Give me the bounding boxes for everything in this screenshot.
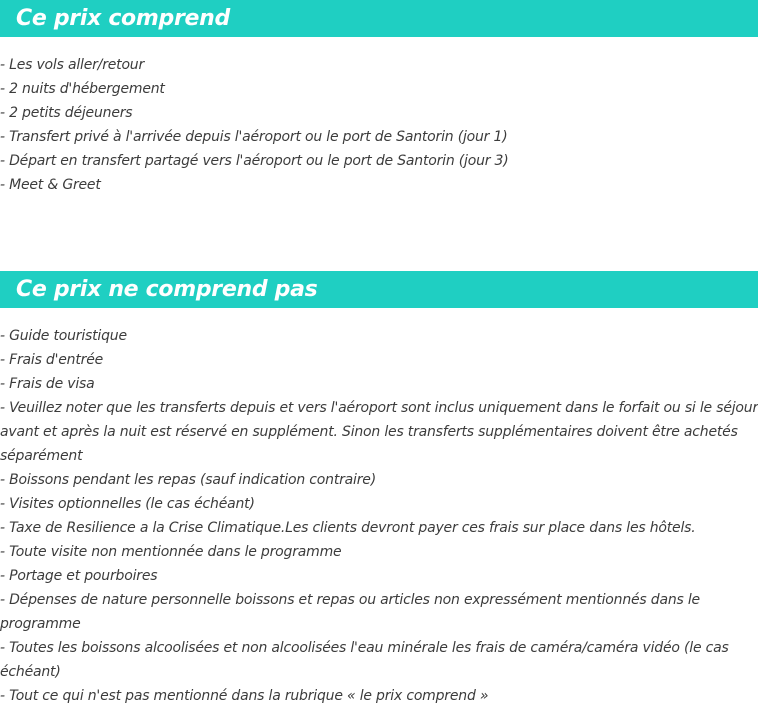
- list-item: - Les vols aller/retour: [0, 57, 145, 73]
- list-item: - 2 petits déjeuners: [0, 105, 133, 121]
- excluded-list: [0, 324, 758, 708]
- list-item: - Transfert privé à l'arrivée depuis l'aéroport ou le port de Santorin (jour 1): [0, 129, 508, 145]
- included-header: Ce prix comprend: [0, 0, 758, 37]
- list-item: - 2 nuits d'hébergement: [0, 81, 165, 97]
- included-section: [0, 0, 758, 197]
- list-item: - Toutes les boissons alcoolisées et non alcoolisées l'eau minérale les frais de caméra/caméra vidéo (le cas échéant): [0, 640, 729, 680]
- excluded-section: [0, 271, 758, 708]
- list-item: - Frais d'entrée: [0, 352, 104, 368]
- list-item: - Toute visite non mentionnée dans le programme: [0, 544, 342, 560]
- list-item: - Visites optionnelles (le cas échéant): [0, 496, 255, 512]
- list-item: - Portage et pourboires: [0, 568, 158, 584]
- list-item: - Tout ce qui n'est pas mentionné dans la rubrique « le prix comprend »: [0, 688, 489, 704]
- list-item: - Veuillez noter que les transferts depuis et vers l'aéroport sont inclus uniquement dans le forfait ou si le séjour avant et après la nuit est réservé en supplément. Sinon les transferts supplémentaires doivent être achetés séparément: [0, 400, 758, 464]
- list-item: - Guide touristique: [0, 328, 127, 344]
- list-item: - Boissons pendant les repas (sauf indication contraire): [0, 472, 376, 488]
- list-item: - Dépenses de nature personnelle boissons et repas ou articles non expressément mentionnés dans le programme: [0, 592, 700, 632]
- included-list: [0, 53, 758, 197]
- list-item: - Meet & Greet: [0, 177, 101, 193]
- excluded-header: Ce prix ne comprend pas: [0, 271, 758, 308]
- list-item: - Frais de visa: [0, 376, 95, 392]
- list-item: - Départ en transfert partagé vers l'aéroport ou le port de Santorin (jour 3): [0, 153, 509, 169]
- list-item: - Taxe de Resilience a la Crise Climatique.Les clients devront payer ces frais sur place dans les hôtels.: [0, 520, 696, 536]
